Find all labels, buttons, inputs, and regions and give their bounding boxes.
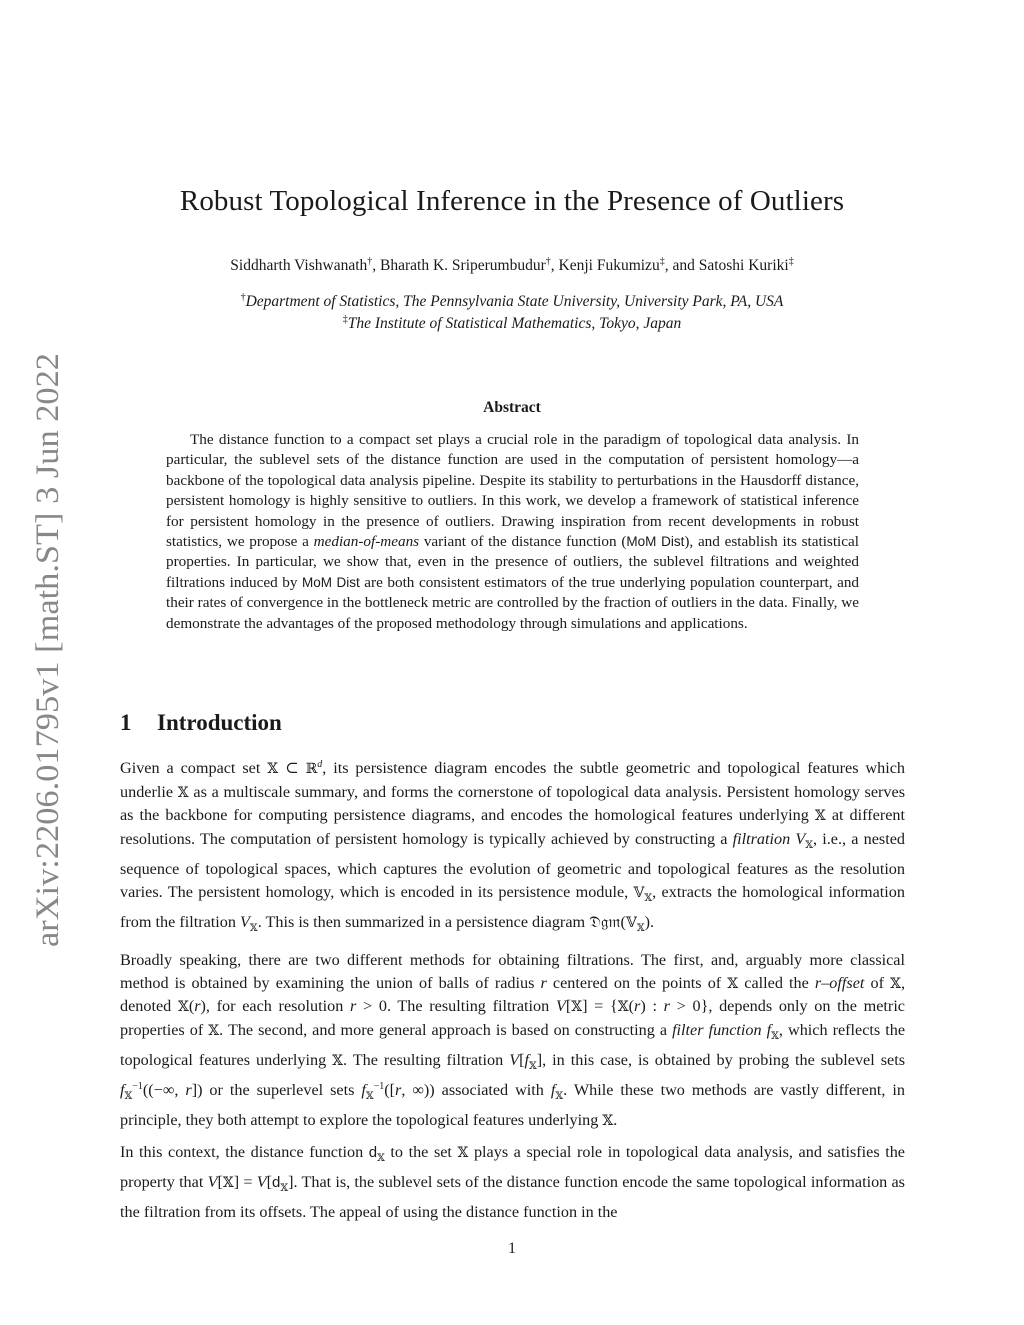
intro-paragraph-1: Given a compact set 𝕏 ⊂ ℝ$^d$, its persistence diagram encodes the subtle geometric and topological features which underlie 𝕏 as a multiscale summary, and forms the cornerstone of topological data analysis. Persistent homology serves as the backbone for computing persistence diagrams, and encodes the homological features underlying 𝕏 at different resolutions. The computation of persistent homology is typically achieved by constructing a filtration $V_𝕏$, i.e., a nested sequence of topological spaces, which captures the evolution of geometric and topological features as the resolution varies. The persistent homology, which is encoded in its persistence module, 𝕍$_𝕏$, extracts the homological information from the filtration $V_𝕏$. This is then summarized in a persistence diagram 𝔇𝔤𝔪(𝕍$_𝕏$). (120, 759, 905, 934)
abstract-heading: Abstract (483, 399, 541, 416)
arxiv-id-text: arXiv:2206.01795v1 [math.ST] 3 Jun 2022 (30, 376, 66, 947)
author-4: , and Satoshi Kuriki (664, 257, 789, 274)
page-number: 1 (508, 1240, 516, 1257)
paper-title: Robust Topological Inference in the Presence of Outliers (179, 185, 845, 217)
affiliation-2: ‡The Institute of Statistical Mathematics, Tokyo, Japan (342, 314, 682, 332)
abstract-body: The distance function to a compact set plays a crucial role in the paradigm of topological data analysis. In particular, the sublevel sets of the distance function are used in the computation of persistent homology—a backbone of the topological data analysis pipeline. Despite its stability to perturbations in the Hausdorff distance, persistent homology is highly sensitive to outliers. In this work, we develop a framework of statistical inference for persistent homology in the presence of outliers. Drawing inspiration from recent developments in robust statistics, we propose a median-of-means variant of the distance function (MoM Dist), and establish its statistical properties. In particular, we show that, even in the presence of outliers, the sublevel filtrations and weighted filtrations induced by MoM Dist are both consistent estimators of the true underlying population counterpart, and their rates of convergence in the bottleneck metric are controlled by the fraction of outliers in the data. Finally, we demonstrate the advantages of the proposed methodology through simulations and applications. (166, 431, 860, 632)
affiliation-1: †Department of Statistics, The Pennsylvania State University, University Park, PA, USA (240, 292, 784, 310)
author-2: , Bharath K. Sriperumbudur (372, 257, 546, 274)
arxiv-sidebar-stamp (22, 350, 72, 950)
author-list: Siddharth Vishwanath†, Bharath K. Sriperumbudur†, Kenji Fukumizu‡, and Satoshi Kuriki‡ (230, 256, 794, 274)
author-3: , Kenji Fukumizu (550, 257, 660, 274)
intro-paragraph-3: In this context, the distance function $d_𝕏$ to the set 𝕏 plays a special role in topological data analysis, and satisfies the property that V[𝕏] = $V[d_𝕏]$. That is, the sublevel sets of the distance function encode the same topological information as the filtration from its offsets. The appeal of using the distance function in the (120, 1143, 905, 1221)
author-1: Siddharth Vishwanath (230, 257, 368, 274)
section-heading: 1 Introduction (120, 710, 282, 735)
intro-paragraph-2: Broadly speaking, there are two different methods for obtaining filtrations. The first, and, arguably more classical method is obtained by examining the union of balls of radius r centered on the points of 𝕏 called the r–offset of 𝕏, denoted 𝕏(r), for each resolution r > 0. The resulting filtration V[𝕏] = {𝕏(r) : r > 0}, depends only on the metric properties of 𝕏. The second, and more general approach is based on constructing a filter function $f_𝕏$, which reflects the topological features underlying 𝕏. The resulting filtration $V[f_𝕏]$, in this case, is obtained by probing the sublevel sets $f_𝕏^{-1}((-\infty$, r]) or the superlevel sets $f_𝕏^{-1}([r$, ∞)) associated with $f_𝕏$. While these two methods are vastly different, in principle, they both attempt to explore the topological features underlying 𝕏. (120, 951, 906, 1129)
